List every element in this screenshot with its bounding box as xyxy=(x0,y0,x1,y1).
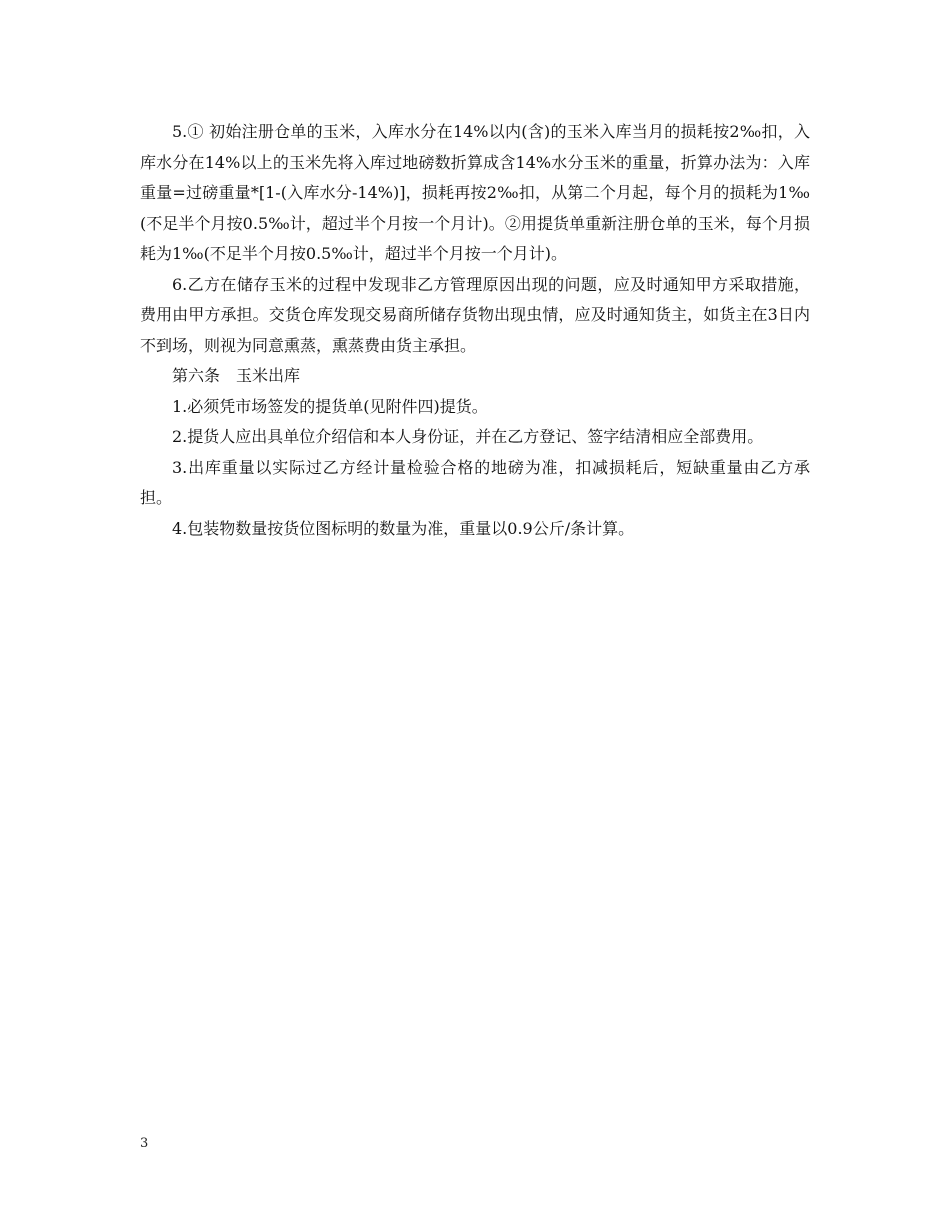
paragraph-clause-6: 6.乙方在储存玉米的过程中发现非乙方管理原因出现的问题，应及时通知甲方采取措施，费用由甲方承担。交货仓库发现交易商所储存货物出现虫情，应及时通知货主，如货主在3日内不到场，则视为同意熏蒸，熏蒸费由货主承担。 xyxy=(140,274,810,355)
page-number: 3 xyxy=(140,1136,149,1151)
list-item-4: 4.包装物数量按货位图标明的数量为准，重量以0.9公斤/条计算。 xyxy=(172,518,635,538)
section-heading: 第六条 玉米出库 xyxy=(172,366,301,385)
list-item-3: 3.出库重量以实际过乙方经计量检验合格的地磅为准，扣减损耗后，短缺重量由乙方承担。 xyxy=(140,457,810,507)
document-body xyxy=(140,117,810,544)
list-item-1: 1.必须凭市场签发的提货单(见附件四)提货。 xyxy=(172,396,488,416)
list-item-2: 2.提货人应出具单位介绍信和本人身份证，并在乙方登记、签字结清相应全部费用。 xyxy=(172,427,764,446)
paragraph-clause-5: 5.① 初始注册仓单的玉米，入库水分在14%以内(含)的玉米入库当月的损耗按2‰扣，入库水分在14%以上的玉米先将入库过地磅数折算成含14%水分玉米的重量，折算办法为：入库重量=过磅重量*[1-(入库水分-14%)]，损耗再按2‰扣，从第二个月起，每个月的损耗为1‰(不足半个月按0.5‰计，超过半个月按一个月计)。②用提货单重新注册仓单的玉米，每个月损耗为1‰(不足半个月按0.5‰计，超过半个月按一个月计)。 xyxy=(140,122,810,263)
